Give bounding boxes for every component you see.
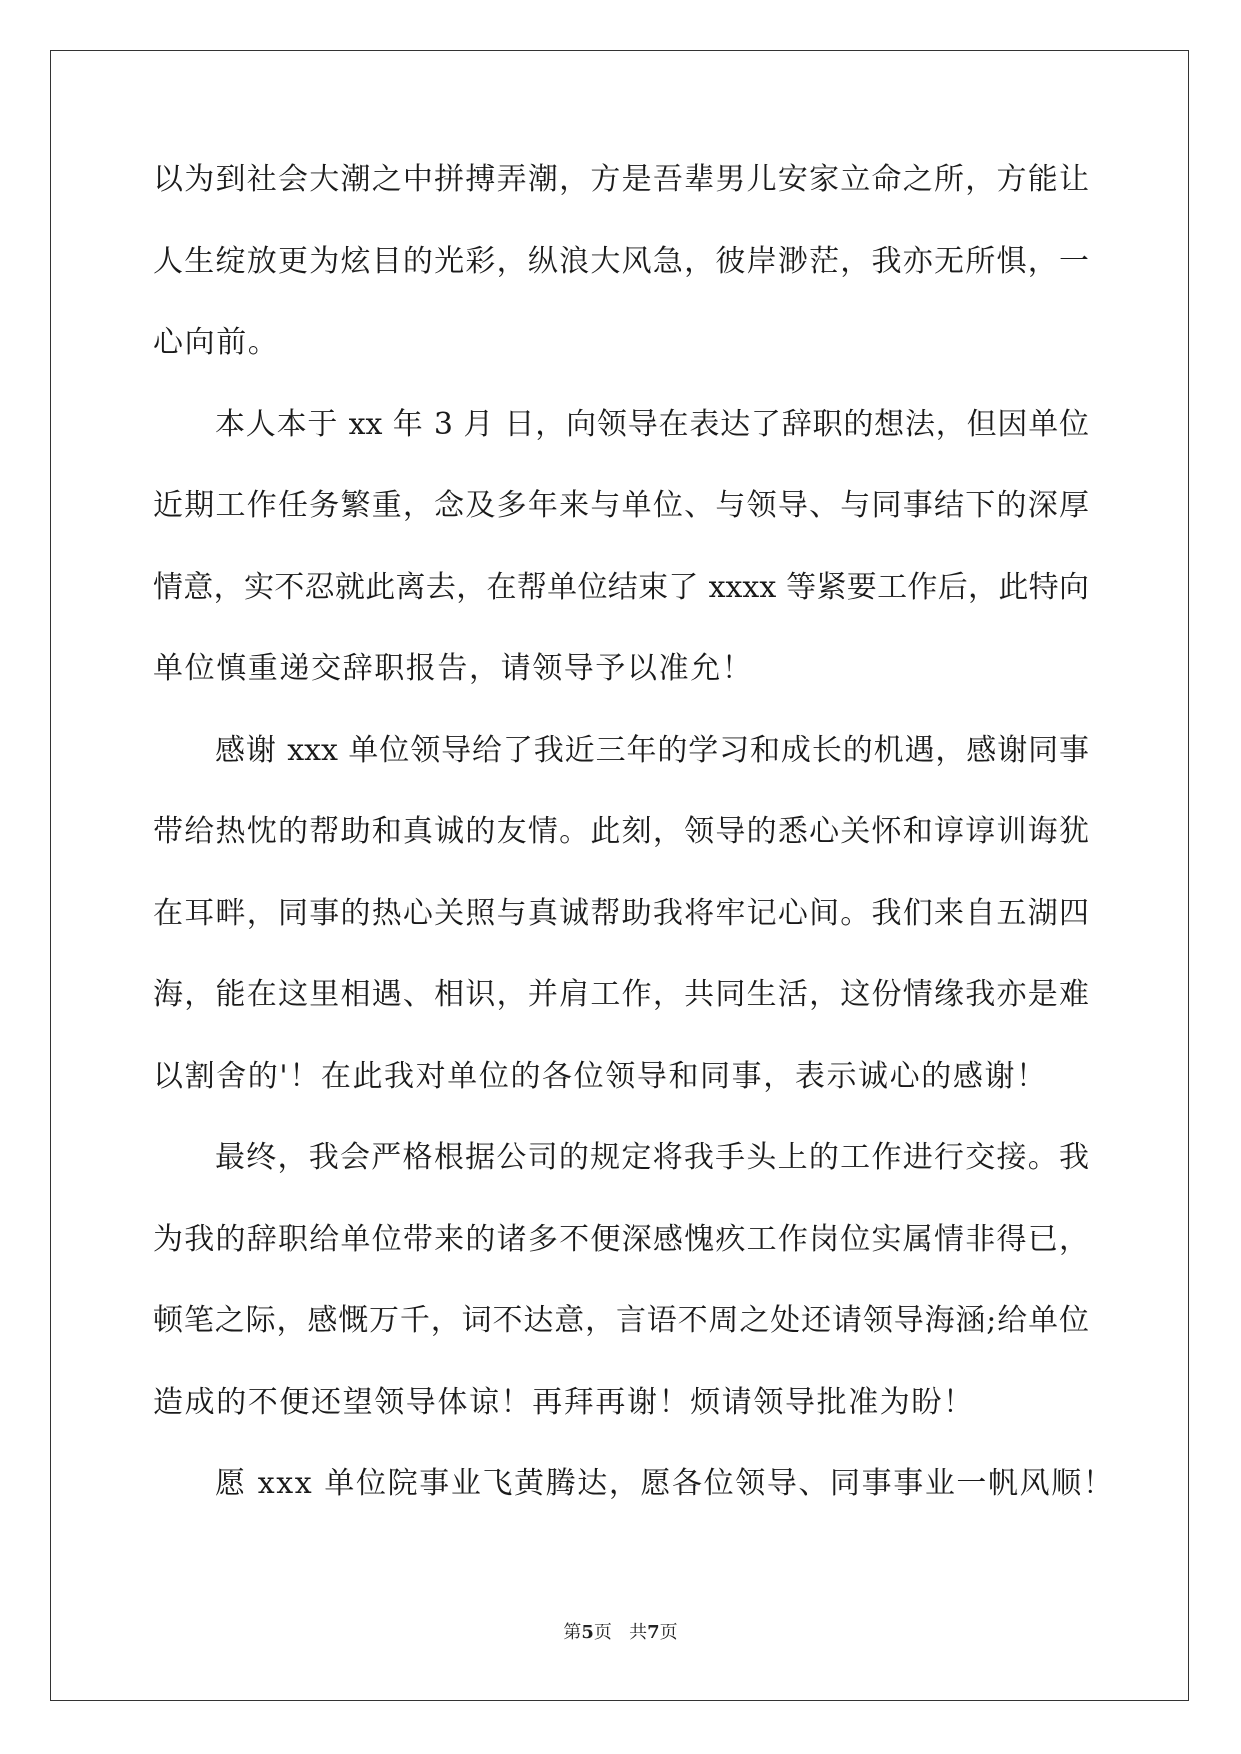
text-line: 以为到社会大潮之中拼搏弄潮，方是吾辈男儿安家立命之所，方能让 xyxy=(153,162,1089,197)
text-line: 造成的不便还望领导体谅！再拜再谢！烦请领导批准为盼！ xyxy=(153,1384,975,1420)
text-line: 近期工作任务繁重，念及多年来与单位、与领导、与同事结下的深厚 xyxy=(153,488,1089,523)
text-line: 在耳畔，同事的热心关照与真诚帮助我将牢记心间。我们来自五湖四 xyxy=(153,895,1089,931)
text-line: 带给热忱的帮助和真诚的友情。此刻，领导的悉心关怀和谆谆训诲犹 xyxy=(153,814,1089,849)
paragraph-start-line: 愿 xxx 单位院事业飞黄腾达，愿各位领导、同事事业一帆风顺！ xyxy=(215,1466,1115,1501)
footer-prefix: 第 xyxy=(563,1622,582,1643)
paragraph-start-line: 最终，我会严格根据公司的规定将我手头上的工作进行交接。我 xyxy=(215,1140,1089,1175)
text-line: 心向前。 xyxy=(153,325,280,360)
text-line: 情意，实不忍就此离去，在帮单位结束了 xxxx 等紧要工作后，此特向 xyxy=(153,569,1089,605)
text-line: 顿笔之际，感慨万千，词不达意，言语不周之处还请领导海涵;给单位 xyxy=(153,1303,1089,1338)
text-line: 单位慎重递交辞职报告，请领导予以准允！ xyxy=(153,651,754,686)
page-footer xyxy=(0,1623,1241,1643)
text-line: 海，能在这里相遇、相识，并肩工作，共同生活，这份情缘我亦是难 xyxy=(153,977,1089,1012)
text-line: 人生绽放更为炫目的光彩，纵浪大风急，彼岸渺茫，我亦无所惧，一 xyxy=(153,243,1089,279)
paragraph-start-line: 感谢 xxx 单位领导给了我近三年的学习和成长的机遇，感谢同事 xyxy=(215,732,1089,768)
text-line: 以割舍的'！在此我对单位的各位领导和同事，表示诚心的感谢！ xyxy=(153,1058,1048,1094)
footer-suffix: 页 xyxy=(659,1622,678,1643)
text-line: 为我的辞职给单位带来的诸多不便深感愧疚工作岗位实属情非得已， xyxy=(153,1221,1089,1257)
footer-middle: 页 共 xyxy=(593,1622,648,1643)
document-body xyxy=(153,162,1115,1551)
total-pages-number: 7 xyxy=(647,1622,660,1643)
current-page-number: 5 xyxy=(581,1622,594,1643)
paragraph-start-line: 本人本于 xx 年 3 月 日，向领导在表达了辞职的想法，但因单位 xyxy=(215,406,1089,442)
